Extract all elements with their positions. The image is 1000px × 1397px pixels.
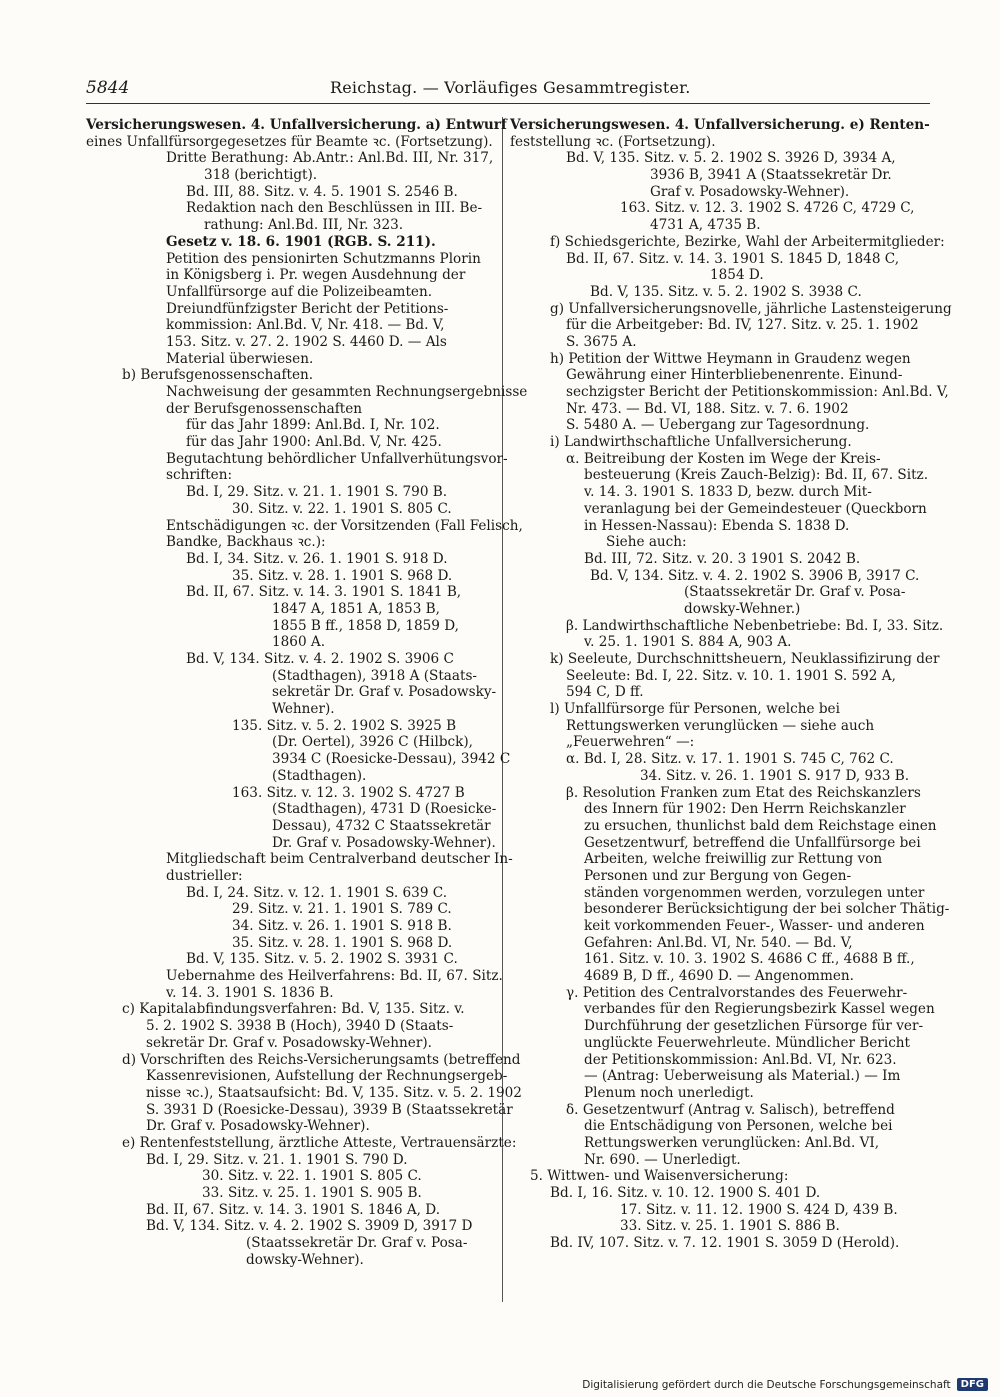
- text-line: sekretär Dr. Graf v. Posadowsky-: [272, 684, 497, 701]
- text-line: 135. Sitz. v. 5. 2. 1902 S. 3925 B: [232, 717, 457, 734]
- text-line: 5. Wittwen- und Waisenversicherung:: [530, 1168, 789, 1185]
- text-line: Personen und zur Bergung von Gegen-: [584, 867, 852, 884]
- text-line: Gesetzentwurf, betreffend die Unfallfürsorge bei: [584, 834, 921, 851]
- text-line: Bd. I, 24. Sitz. v. 12. 1. 1901 S. 639 C.: [186, 884, 448, 901]
- text-line: für das Jahr 1900: Anl.Bd. V, Nr. 425.: [186, 434, 442, 451]
- text-line: in Königsberg i. Pr. wegen Ausdehnung der: [166, 267, 466, 284]
- text-line: Bd. I, 29. Sitz. v. 21. 1. 1901 S. 790 D.: [146, 1151, 408, 1168]
- text-line: Petition des pensionirten Schutzmanns Plorin: [166, 250, 481, 267]
- text-line: c) Kapitalabfindungsverfahren: Bd. V, 135. Sitz. v.: [122, 1001, 465, 1018]
- text-line: Dreiundfünfzigster Bericht der Petitions-: [166, 300, 449, 317]
- text-line: Bd. II, 67. Sitz. v. 14. 3. 1901 S. 1841 B,: [186, 584, 462, 601]
- text-line: S. 3675 A.: [566, 333, 637, 350]
- text-line: Seeleute: Bd. I, 22. Sitz. v. 10. 1. 1901 S. 592 A,: [566, 667, 896, 684]
- text-line: schriften:: [166, 467, 233, 484]
- text-line: S. 5480 A. — Uebergang zur Tagesordnung.: [566, 417, 870, 434]
- text-line: Arbeiten, welche freiwillig zur Rettung von: [584, 851, 883, 868]
- text-line: b) Berufsgenossenschaften.: [122, 367, 314, 384]
- text-line: 34. Sitz. v. 26. 1. 1901 S. 918 B.: [232, 918, 452, 934]
- text-line: keit vorkommenden Feuer-, Wasser- und anderen: [584, 918, 925, 934]
- text-line: Bd. III, 72. Sitz. v. 20. 3 1901 S. 2042 B.: [584, 550, 861, 567]
- text-line: Bd. V, 135. Sitz. v. 5. 2. 1902 S. 3938 C.: [590, 283, 862, 300]
- text-line: Siehe auch:: [606, 534, 687, 551]
- text-line: 4689 B, D ff., 4690 D. — Angenommen.: [584, 968, 854, 985]
- text-line: Bd. I, 29. Sitz. v. 21. 1. 1901 S. 790 B.: [186, 484, 448, 501]
- text-line: (Dr. Oertel), 3926 C (Hilbck),: [272, 734, 474, 751]
- text-line: f) Schiedsgerichte, Bezirke, Wahl der Arbeitermitglieder:: [550, 233, 945, 250]
- text-line: 163. Sitz. v. 12. 3. 1902 S. 4726 C, 4729 C,: [620, 200, 915, 217]
- text-line: „Feuerwehren“ —:: [566, 734, 695, 751]
- text-line: α. Bd. I, 28. Sitz. v. 17. 1. 1901 S. 745 C, 762 C.: [566, 751, 894, 768]
- text-line: Versicherungswesen. 4. Unfallversicherung. a) Entwurf: [86, 117, 507, 133]
- text-line: 1854 D.: [710, 267, 764, 284]
- text-line: Unfallfürsorge auf die Polizeibeamten.: [166, 283, 433, 300]
- text-line: ständen vorgenommen werden, vorzulegen unter: [584, 884, 925, 901]
- text-line: 161. Sitz. v. 10. 3. 1902 S. 4686 C ff., 4688 B ff.,: [584, 951, 915, 968]
- text-line: dowsky-Wehner).: [246, 1251, 364, 1268]
- text-line: l) Unfallfürsorge für Personen, welche bei: [550, 701, 840, 718]
- text-line: i) Landwirthschaftliche Unfallversicherung.: [550, 434, 852, 451]
- text-line: besteuerung (Kreis Zauch-Belzig): Bd. II, 67. Sitz.: [584, 467, 929, 484]
- text-line: 153. Sitz. v. 27. 2. 1902 S. 4460 D. — Als: [166, 333, 447, 350]
- text-line: 163. Sitz. v. 12. 3. 1902 S. 4727 B: [232, 784, 465, 801]
- text-line: 30. Sitz. v. 22. 1. 1901 S. 805 C.: [202, 1168, 422, 1185]
- text-line: Nr. 690. — Unerledigt.: [584, 1151, 741, 1168]
- text-line: Begutachtung behördlicher Unfallverhütungsvor-: [166, 450, 508, 467]
- text-line: Bd. III, 88. Sitz. v. 4. 5. 1901 S. 2546 B.: [186, 183, 458, 200]
- text-line: (Staatssekretär Dr. Graf v. Posa-: [684, 584, 906, 601]
- text-line: Rettungswerken verunglücken: Anl.Bd. VI,: [584, 1134, 880, 1151]
- text-line: Plenum noch unerledigt.: [584, 1084, 754, 1101]
- text-line: Bd. V, 134. Sitz. v. 4. 2. 1902 S. 3906 B, 3917 C.: [590, 567, 920, 584]
- text-line: Gewährung einer Hinterbliebenenrente. Einund-: [566, 367, 903, 384]
- text-line: Nr. 473. — Bd. VI, 188. Sitz. v. 7. 6. 1902: [566, 400, 849, 417]
- text-line: Durchführung der gesetzlichen Fürsorge für ver-: [584, 1018, 924, 1035]
- text-line: — (Antrag: Ueberweisung als Material.) — Im: [584, 1068, 901, 1085]
- text-line: rathung: Anl.Bd. III, Nr. 323.: [204, 217, 404, 234]
- text-line: 3934 C (Roesicke-Dessau), 3942 C: [272, 751, 511, 768]
- text-line: (Stadthagen).: [272, 767, 367, 784]
- text-line: Dr. Graf v. Posadowsky-Wehner).: [146, 1118, 370, 1135]
- text-line: Bandke, Backhaus ꝛc.):: [166, 534, 326, 551]
- text-line: 35. Sitz. v. 28. 1. 1901 S. 968 D.: [232, 934, 453, 951]
- text-line: Uebernahme des Heilverfahrens: Bd. II, 67. Sitz.: [166, 968, 503, 985]
- text-line: Dritte Berathung: Ab.Antr.: Anl.Bd. III, Nr. 317,: [166, 150, 494, 167]
- text-line: 33. Sitz. v. 25. 1. 1901 S. 886 B.: [620, 1218, 840, 1235]
- text-line: für die Arbeitgeber: Bd. IV, 127. Sitz. v. 25. 1. 1902: [566, 317, 919, 334]
- text-line: δ. Gesetzentwurf (Antrag v. Salisch), betreffend: [566, 1101, 895, 1118]
- text-line: Graf v. Posadowsky-Wehner).: [650, 183, 850, 200]
- text-line: 1860 A.: [272, 634, 326, 651]
- text-line: 3936 B, 3941 A (Staatssekretär Dr.: [650, 167, 892, 184]
- text-line: dowsky-Wehner.): [684, 600, 801, 617]
- text-line: Bd. V, 134. Sitz. v. 4. 2. 1902 S. 3909 D, 3917 D: [146, 1218, 473, 1235]
- running-head: Reichstag. — Vorläufiges Gesammtregister.: [330, 78, 691, 97]
- text-line: (Stadthagen), 3918 A (Staats-: [272, 667, 478, 684]
- text-line: v. 25. 1. 1901 S. 884 A, 903 A.: [584, 634, 792, 651]
- text-line: 35. Sitz. v. 28. 1. 1901 S. 968 D.: [232, 567, 453, 584]
- text-line: α. Beitreibung der Kosten im Wege der Kreis-: [566, 450, 881, 467]
- text-line: Bd. V, 134. Sitz. v. 4. 2. 1902 S. 3906 C: [186, 651, 454, 667]
- text-line: der Berufsgenossenschaften: [166, 400, 363, 417]
- text-line: Rettungswerken verunglücken — siehe auch: [566, 717, 875, 734]
- dfg-logo: DFG: [957, 1378, 988, 1391]
- header-rule: [86, 103, 930, 104]
- right-column: [510, 117, 952, 1252]
- text-line: h) Petition der Wittwe Heymann in Graudenz wegen: [550, 350, 911, 367]
- text-line: des Innern für 1902: Den Herrn Reichskanzler: [584, 801, 906, 818]
- text-line: Bd. II, 67. Sitz. v. 14. 3. 1901 S. 1845 D, 1848 C,: [566, 250, 900, 267]
- text-line: 1847 A, 1851 A, 1853 B,: [272, 600, 440, 617]
- text-line: Bd. IV, 107. Sitz. v. 7. 12. 1901 S. 3059 D (Herold).: [550, 1235, 900, 1252]
- text-line: e) Rentenfeststellung, ärztliche Atteste, Vertrauensärzte:: [122, 1134, 517, 1151]
- text-line: Redaktion nach den Beschlüssen in III. Be-: [186, 200, 483, 217]
- text-line: Versicherungswesen. 4. Unfallversicherung. e) Renten-: [510, 117, 930, 133]
- text-line: veranlagung bei der Gemeindesteuer (Queckborn: [584, 500, 927, 517]
- text-line: v. 14. 3. 1901 S. 1836 B.: [166, 984, 334, 1001]
- text-line: eines Unfallfürsorgegesetzes für Beamte ꝛc. (Fortsetzung).: [86, 133, 493, 150]
- footer: [582, 1378, 988, 1391]
- text-line: Nachweisung der gesammten Rechnungsergebnisse: [166, 384, 528, 400]
- text-line: besonderer Berücksichtigung der bei solcher Thätig-: [584, 901, 950, 918]
- text-line: für das Jahr 1899: Anl.Bd. I, Nr. 102.: [186, 417, 440, 434]
- text-line: Bd. I, 16. Sitz. v. 10. 12. 1900 S. 401 D.: [550, 1185, 821, 1201]
- text-line: Wehner).: [272, 701, 335, 718]
- text-line: 5. 2. 1902 S. 3938 B (Hoch), 3940 D (Staats-: [146, 1018, 454, 1035]
- text-line: g) Unfallversicherungsnovelle, jährliche Lastensteigerung: [550, 300, 952, 317]
- text-line: die Entschädigung von Personen, welche bei: [584, 1118, 893, 1135]
- text-line: Bd. V, 135. Sitz. v. 5. 2. 1902 S. 3931 C.: [186, 951, 458, 968]
- text-line: Dessau), 4732 C Staatssekretär: [272, 817, 491, 834]
- text-line: Bd. V, 135. Sitz. v. 5. 2. 1902 S. 3926 D, 3934 A,: [566, 150, 896, 167]
- text-line: Gefahren: Anl.Bd. VI, Nr. 540. — Bd. V,: [584, 934, 853, 951]
- footer-credit: Digitalisierung gefördert durch die Deutsche Forschungsgemeinschaft: [582, 1378, 951, 1391]
- text-line: 17. Sitz. v. 11. 12. 1900 S. 424 D, 439 B.: [620, 1201, 898, 1218]
- text-line: 33. Sitz. v. 25. 1. 1901 S. 905 B.: [202, 1185, 422, 1201]
- text-line: Kassenrevisionen, Aufstellung der Rechnungsergeb-: [146, 1068, 508, 1085]
- text-line: k) Seeleute, Durchschnittsheuern, Neuklassifizirung der: [550, 651, 940, 667]
- left-column: [86, 117, 528, 1268]
- text-line: 30. Sitz. v. 22. 1. 1901 S. 805 C.: [232, 500, 452, 517]
- text-line: γ. Petition des Centralvorstandes des Feuerwehr-: [566, 984, 908, 1001]
- text-line: Material überwiesen.: [166, 350, 314, 367]
- text-line: Bd. I, 34. Sitz. v. 26. 1. 1901 S. 918 D.: [186, 550, 448, 567]
- column-divider: [502, 117, 503, 1302]
- text-line: verbandes für den Regierungsbezirk Kassel wegen: [584, 1001, 935, 1018]
- text-line: zu ersuchen, thunlichst bald dem Reichstage einen: [584, 817, 937, 834]
- text-line: v. 14. 3. 1901 S. 1833 D, bezw. durch Mit-: [584, 484, 872, 501]
- text-line: d) Vorschriften des Reichs-Versicherungsamts (betreffend: [122, 1051, 521, 1068]
- text-line: β. Landwirthschaftliche Nebenbetriebe: Bd. I, 33. Sitz.: [566, 617, 944, 634]
- text-line: Mitgliedschaft beim Centralverband deutscher In-: [166, 851, 513, 868]
- page-number: 5844: [86, 78, 130, 98]
- text-line: sechzigster Bericht der Petitionskommission: Anl.Bd. V,: [566, 384, 949, 400]
- text-line: in Hessen-Nassau): Ebenda S. 1838 D.: [584, 517, 850, 534]
- text-line: 594 C, D ff.: [566, 684, 644, 701]
- text-line: kommission: Anl.Bd. V, Nr. 418. — Bd. V,: [166, 317, 445, 334]
- text-line: sekretär Dr. Graf v. Posadowsky-Wehner).: [146, 1034, 432, 1051]
- text-line: Entschädigungen ꝛc. der Vorsitzenden (Fall Felisch,: [166, 517, 523, 534]
- text-line: 34. Sitz. v. 26. 1. 1901 S. 917 D, 933 B.: [640, 767, 910, 784]
- text-line: Dr. Graf v. Posadowsky-Wehner).: [272, 834, 496, 851]
- text-line: dustrieller:: [166, 867, 243, 884]
- text-line: (Staatssekretär Dr. Graf v. Posa-: [246, 1235, 468, 1252]
- text-line: 4731 A, 4735 B.: [650, 217, 761, 234]
- text-line: feststellung ꝛc. (Fortsetzung).: [510, 133, 716, 150]
- text-line: Gesetz v. 18. 6. 1901 (RGB. S. 211).: [166, 233, 436, 250]
- text-line: der Petitionskommission: Anl.Bd. VI, Nr. 623.: [584, 1051, 897, 1068]
- text-line: unglückte Feuerwehrleute. Mündlicher Bericht: [584, 1034, 911, 1051]
- text-line: β. Resolution Franken zum Etat des Reichskanzlers: [566, 784, 921, 801]
- text-line: (Stadthagen), 4731 D (Roesicke-: [272, 801, 497, 818]
- text-line: 318 (berichtigt).: [204, 167, 318, 184]
- text-line: nisse ꝛc.), Staatsaufsicht: Bd. V, 135. Sitz. v. 5. 2. 1902: [146, 1084, 522, 1101]
- text-line: Bd. II, 67. Sitz. v. 14. 3. 1901 S. 1846 A, D.: [146, 1201, 441, 1218]
- text-line: 29. Sitz. v. 21. 1. 1901 S. 789 C.: [232, 901, 452, 918]
- text-line: 1855 B ff., 1858 D, 1859 D,: [272, 617, 459, 634]
- text-line: S. 3931 D (Roesicke-Dessau), 3939 B (Staatssekretär: [146, 1101, 513, 1118]
